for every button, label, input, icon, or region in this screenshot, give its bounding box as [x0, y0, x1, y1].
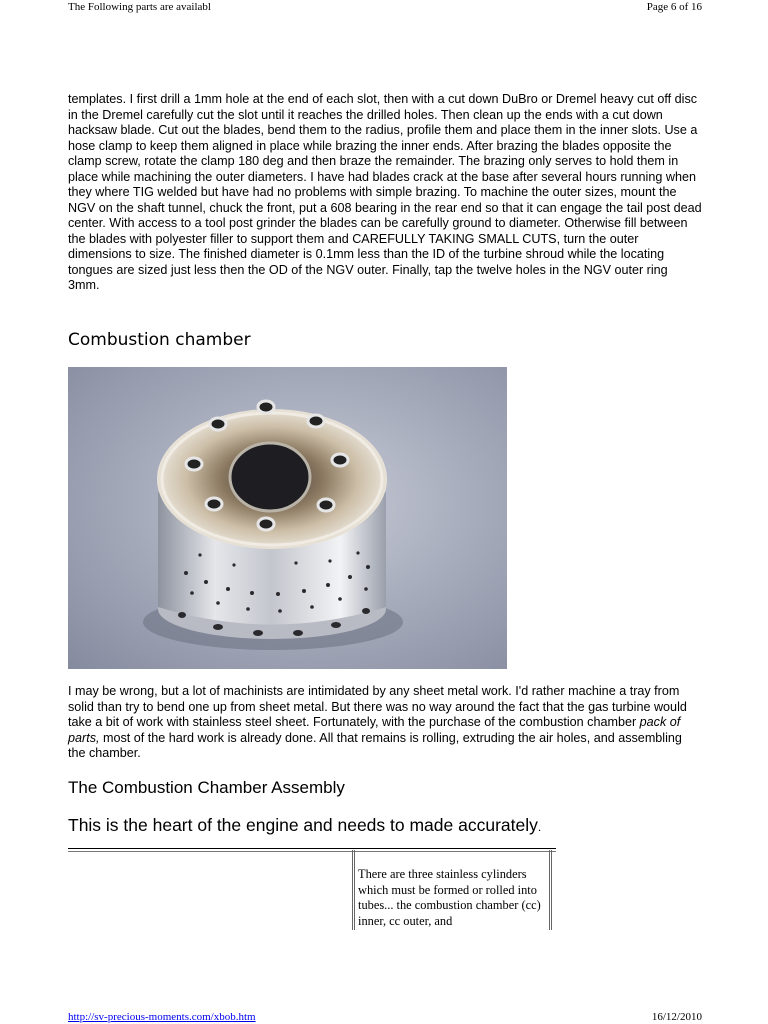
pack-of-parts-text: pack of parts,	[68, 715, 681, 745]
paragraph-sheet-metal	[68, 684, 702, 762]
heading-combustion-chamber: Combustion chamber	[68, 330, 251, 350]
page-footer	[68, 1010, 702, 1024]
cylinders-text: There are three stainless cylinders which must be formed or rolled into tubes... the combustion chamber (cc) inner, cc outer, and	[358, 867, 541, 928]
heading-assembly: The Combustion Chamber Assembly	[68, 778, 345, 797]
paragraph-ngv-machining: templates. I first drill a 1mm hole at the end of each slot, then with a cut down DuBro or Dremel heavy cut off disc in the Dremel carefully cut the slot until it reaches the drilled holes. Then clean up the ends with a cut down hacksaw blade. Cut out the blades, bend them to the radius, profile them and place them in the inner slots. Use a hose clamp to keep them aligned in place while brazing the inner ends. After brazing the blades opposite the clamp screw, rotate the clamp 180 deg and then braze the remainder. The brazing only serves to hold them in place while machining the outer diameters. I have had blades crack at the base after several hours running when they where TIG welded but have had no problems with simple brazing. To machine the outer sizes, mount the NGV on the shaft tunnel, chuck the front, put a 608 bearing in the rear end so that it can engage the tail post dead center. With access to a tool post grinder the blades can be carefully ground to diameter. Otherwise fill between the blades with polyester filler to support them and CAREFULLY TAKING SMALL CUTS, turn the outer dimensions to size. The finished diameter is 0.1mm less than the ID of the turbine shroud while the locating tongues are sized just less then the OD of the NGV outer. Finally, tap the twelve holes in the NGV outer ring 3mm.	[68, 92, 702, 292]
page-header	[68, 0, 702, 14]
combustion-chamber-photo	[68, 367, 507, 669]
header-title: The Following parts are availabl	[68, 1, 211, 13]
heading-heart-of-engine	[68, 813, 541, 839]
table-cell-cylinders	[352, 850, 552, 930]
assembly-table	[68, 848, 556, 938]
print-date: 16/12/2010	[651, 1011, 702, 1023]
source-url-link[interactable]: http://sv-precious-moments.com/xbob.htm	[68, 1011, 256, 1023]
heart-heading-period: .	[537, 820, 542, 834]
sheet-metal-text-2: most of the hard work is already done. All that remains is rolling, extruding the air holes, and assembling the chamber.	[68, 730, 682, 760]
sheet-metal-text-1: I may be wrong, but a lot of machinists are intimidated by any sheet metal work. I'd rather machine a tray from solid than try to bend one up from sheet metal. But there was no way around the fact that the gas turbine would take a bit of work with stainless steel sheet. Fortunately, with the purchase of the combustion chamber	[68, 684, 687, 729]
heart-heading-text: This is the heart of the engine and needs to made accurately	[68, 815, 538, 835]
page-number: Page 6 of 16	[646, 1, 702, 13]
